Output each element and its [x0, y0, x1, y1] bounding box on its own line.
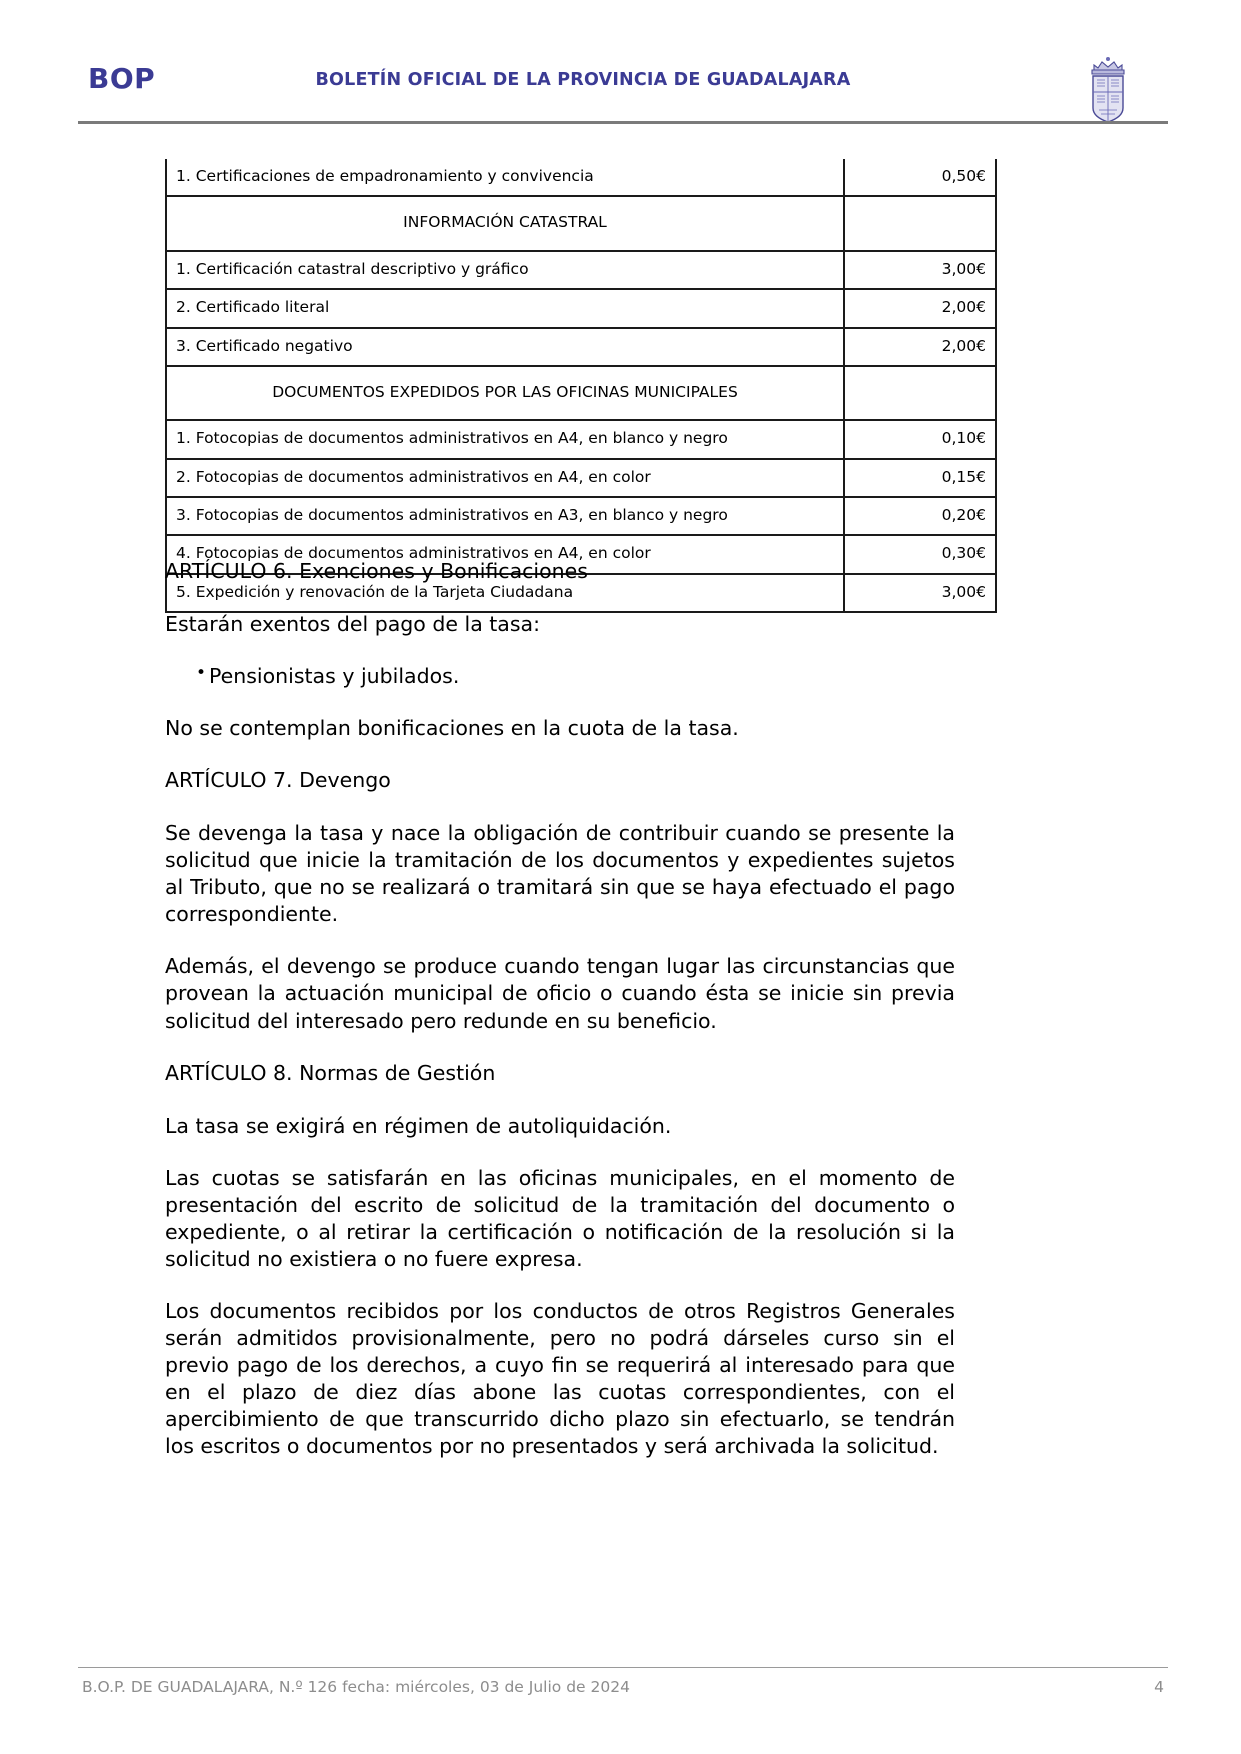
footer-divider — [78, 1667, 1168, 1668]
table-row — [166, 328, 996, 366]
masthead — [78, 50, 1168, 122]
article-8-paragraph-1: La tasa se exigirá en régimen de autoliquidación. — [165, 1113, 672, 1138]
fee-section-heading: DOCUMENTOS EXPEDIDOS POR LAS OFICINAS MUNICIPALES — [166, 366, 844, 420]
fee-price — [844, 196, 996, 250]
fee-price — [844, 366, 996, 420]
fee-section-heading: INFORMACIÓN CATASTRAL — [166, 196, 844, 250]
article-6-heading: ARTÍCULO 6. Exenciones y Bonificaciones — [165, 559, 588, 583]
article-body — [165, 558, 955, 1485]
fee-description: 3. Certificado negativo — [166, 328, 844, 366]
fee-table-body — [166, 159, 996, 612]
exemptions-list — [165, 663, 955, 690]
table-row — [166, 196, 996, 250]
fee-table — [165, 159, 997, 613]
table-row — [166, 497, 996, 535]
article-7-paragraph-2: Además, el devengo se produce cuando tengan lugar las circunstancias que provean la actuación municipal de oficio o cuando ésta se inicie sin previa solicitud del interesado pero redunde en su beneficio. — [165, 954, 955, 1033]
bulletin-title: BOLETÍN OFICIAL DE LA PROVINCIA DE GUADALAJARA — [315, 70, 851, 90]
table-row — [166, 159, 996, 196]
footer-publication-info: B.O.P. DE GUADALAJARA, N.º 126 fecha: miércoles, 03 de Julio de 2024 — [82, 1678, 630, 1696]
table-row — [166, 366, 996, 420]
table-row — [166, 251, 996, 289]
coat-of-arms-icon — [1078, 52, 1138, 124]
fee-price: 0,10€ — [844, 420, 996, 458]
fee-price: 0,15€ — [844, 459, 996, 497]
fee-description: 1. Certificaciones de empadronamiento y convivencia — [166, 159, 844, 196]
fee-description: 4. Fotocopias de documentos administrativos en A4, en color — [166, 535, 844, 573]
bullet-icon: • — [196, 663, 207, 684]
table-row — [166, 459, 996, 497]
article-6-note: No se contemplan bonificaciones en la cuota de la tasa. — [165, 716, 739, 741]
bop-logo: BOP — [88, 62, 156, 95]
fee-description: 3. Fotocopias de documentos administrativos en A3, en blanco y negro — [166, 497, 844, 535]
list-item-label: Pensionistas y jubilados. — [209, 664, 460, 689]
header-divider — [78, 121, 1168, 124]
fee-price: 2,00€ — [844, 328, 996, 366]
table-row — [166, 289, 996, 327]
article-7-heading: ARTÍCULO 7. Devengo — [165, 768, 391, 793]
article-8-paragraph-3: Los documentos recibidos por los conductos de otros Registros Generales serán admitidos provisionalmente, pero no podrá dárseles curso sin el previo pago de los derechos, a cuyo fin se requerirá al interesado para que en el plazo de diez días abone las cuotas correspondientes, con el apercibimiento de que transcurrido dicho plazo sin efectuarlo, se tendrán los escritos o documentos por no presentados y será archivada la solicitud. — [165, 1298, 955, 1459]
article-6-intro: Estarán exentos del pago de la tasa: — [165, 612, 541, 637]
page-number: 4 — [1154, 1678, 1164, 1696]
article-8-heading: ARTÍCULO 8. Normas de Gestión — [165, 1060, 496, 1085]
fee-price: 3,00€ — [844, 574, 996, 612]
fee-price: 0,20€ — [844, 497, 996, 535]
list-item — [165, 663, 955, 690]
article-8-paragraph-2: Las cuotas se satisfarán en las oficinas municipales, en el momento de presentación del escrito de solicitud de la tramitación del documento o expediente, o al retirar la certificación o notificación de la resolución si la solicitud no existiera o no fuere expresa. — [165, 1165, 955, 1271]
fee-description: 1. Fotocopias de documentos administrativos en A4, en blanco y negro — [166, 420, 844, 458]
fee-description: 2. Fotocopias de documentos administrativos en A4, en color — [166, 459, 844, 497]
fee-price: 3,00€ — [844, 251, 996, 289]
fee-price: 2,00€ — [844, 289, 996, 327]
table-row — [166, 420, 996, 458]
fee-price: 0,50€ — [844, 159, 996, 196]
fee-description: 2. Certificado literal — [166, 289, 844, 327]
fee-description: 1. Certificación catastral descriptivo y gráfico — [166, 251, 844, 289]
fee-description: 5. Expedición y renovación de la Tarjeta Ciudadana — [166, 574, 844, 612]
article-7-paragraph-1: Se devenga la tasa y nace la obligación de contribuir cuando se presente la solicitud que inicie la tramitación de los documentos y expedientes sujetos al Tributo, que no se realizará o tramitará sin que se haya efectuado el pago correspondiente. — [165, 821, 955, 927]
page-footer — [78, 1678, 1168, 1708]
fee-price: 0,30€ — [844, 535, 996, 573]
